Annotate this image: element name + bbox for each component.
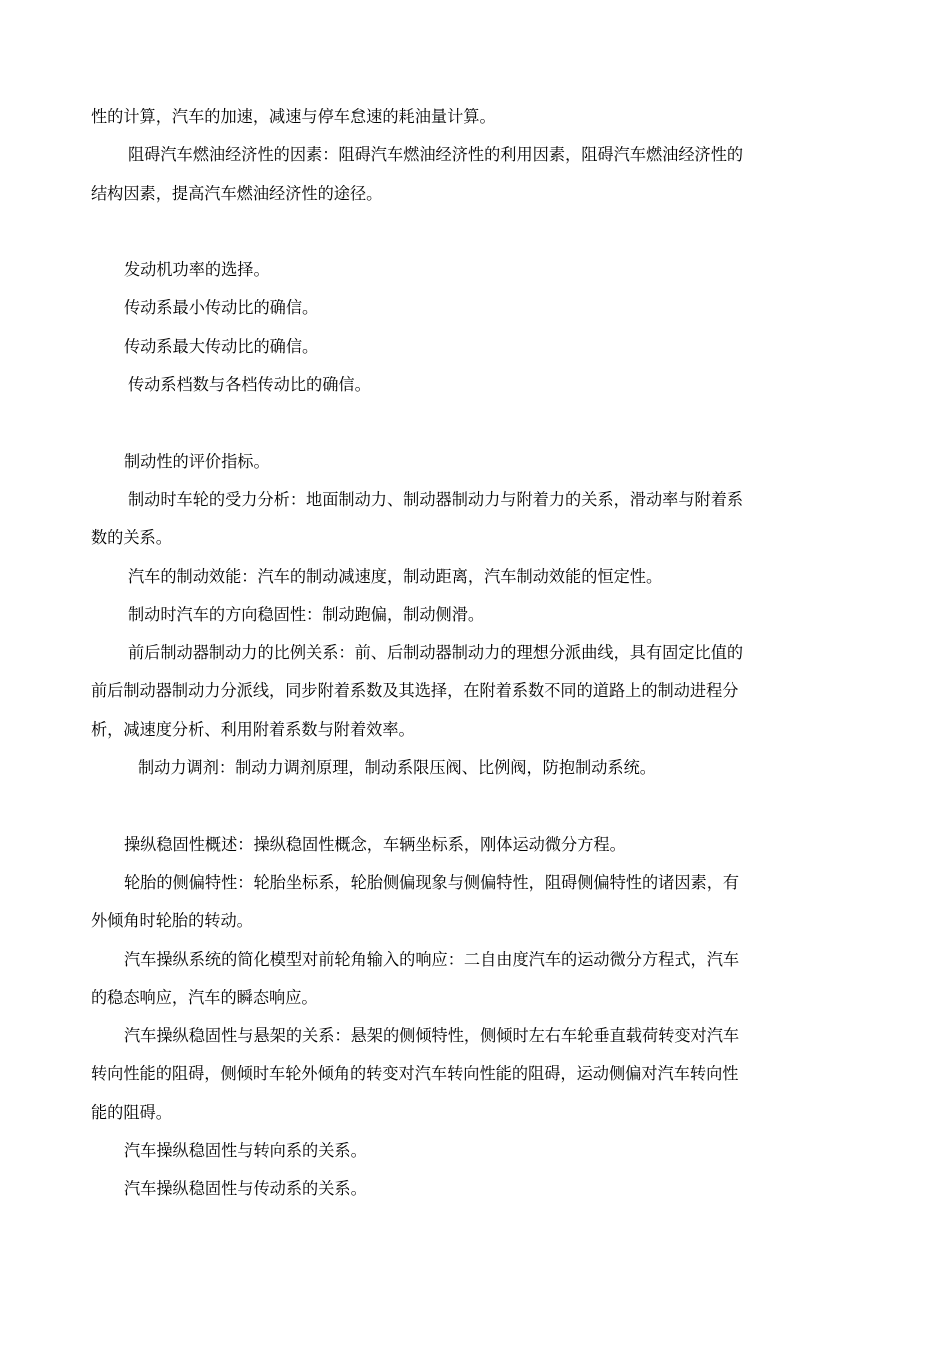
document-body xyxy=(91,98,811,1209)
paragraph-gap xyxy=(91,404,811,442)
text-line: 制动力调剂：制动力调剂原理，制动系限压阀、比例阀，防抱制动系统。 xyxy=(138,758,656,778)
text-line: 转向性能的阻碍，侧倾时车轮外倾角的转变对汽车转向性能的阻碍，运动侧偏对汽车转向性 xyxy=(91,1064,739,1084)
text-line: 制动时汽车的方向稳固性：制动跑偏，制动侧滑。 xyxy=(128,604,485,624)
text-line: 外倾角时轮胎的转动。 xyxy=(91,911,253,931)
text-line: 汽车操纵系统的简化模型对前轮角输入的响应：二自由度汽车的运动微分方程式，汽车 xyxy=(124,949,740,969)
text-line: 前后制动器制动力的比例关系：前、后制动器制动力的理想分派曲线，具有固定比值的 xyxy=(128,643,744,663)
paragraph-gap xyxy=(91,787,811,825)
text-line: 阻碍汽车燃油经济性的因素：阻碍汽车燃油经济性的利用因素，阻碍汽车燃油经济性的 xyxy=(128,145,744,165)
text-line: 传动系最小传动比的确信。 xyxy=(124,298,319,318)
text-line: 汽车的制动效能：汽车的制动减速度，制动距离，汽车制动效能的恒定性。 xyxy=(128,566,663,586)
text-line: 轮胎的侧偏特性：轮胎坐标系，轮胎侧偏现象与侧偏特性，阻碍侧偏特性的诸因素，有 xyxy=(124,872,740,892)
text-line: 前后制动器制动力分派线，同步附着系数及其选择，在附着系数不同的道路上的制动进程分 xyxy=(91,681,739,701)
text-line: 汽车操纵稳固性与传动系的关系。 xyxy=(124,1179,367,1199)
text-line: 操纵稳固性概述：操纵稳固性概念，车辆坐标系，刚体运动微分方程。 xyxy=(124,834,626,854)
text-line: 发动机功率的选择。 xyxy=(124,260,270,280)
text-line: 传动系最大传动比的确信。 xyxy=(124,336,319,356)
text-line: 的稳态响应，汽车的瞬态响应。 xyxy=(91,987,318,1007)
text-line: 传动系档数与各档传动比的确信。 xyxy=(128,375,371,395)
text-line: 析，减速度分析、利用附着系数与附着效率。 xyxy=(91,719,415,739)
text-line: 汽车操纵稳固性与转向系的关系。 xyxy=(124,1141,367,1161)
paragraph-gap xyxy=(91,213,811,251)
text-line: 能的阻碍。 xyxy=(91,1102,172,1122)
text-line: 结构因素，提高汽车燃油经济性的途径。 xyxy=(91,183,383,203)
text-line: 性的计算，汽车的加速，减速与停车怠速的耗油量计算。 xyxy=(91,107,496,126)
text-line: 制动时车轮的受力分析：地面制动力、制动器制动力与附着力的关系，滑动率与附着系 xyxy=(128,489,744,509)
text-line: 汽车操纵稳固性与悬架的关系：悬架的侧倾特性，侧倾时左右车轮垂直载荷转变对汽车 xyxy=(124,1026,740,1046)
text-line: 制动性的评价指标。 xyxy=(124,451,270,471)
text-line: 数的关系。 xyxy=(91,528,172,548)
